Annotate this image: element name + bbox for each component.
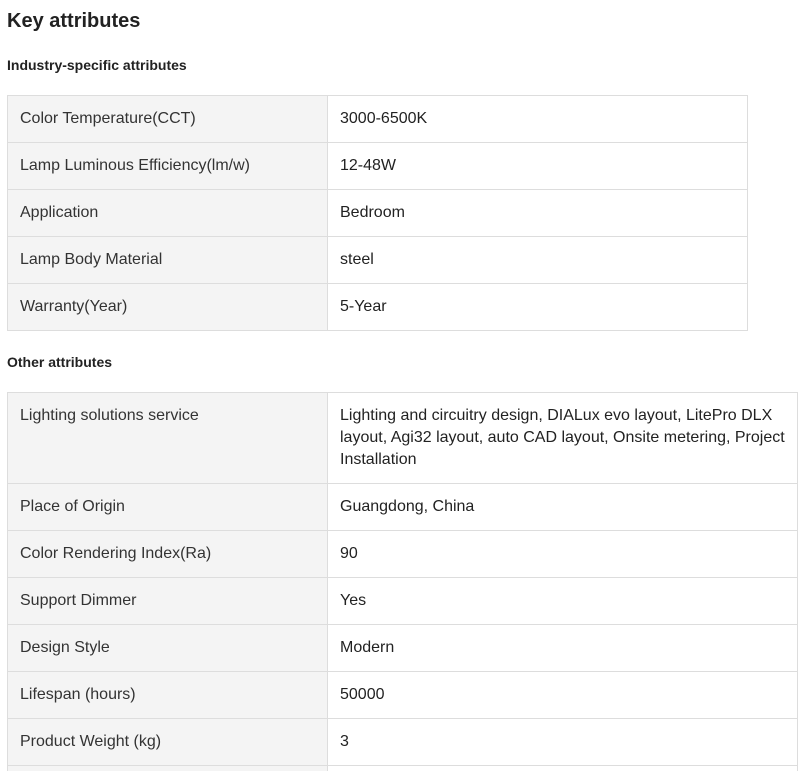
industry-attributes-table bbox=[7, 95, 748, 331]
table-row bbox=[8, 719, 798, 766]
table-row bbox=[8, 625, 798, 672]
attribute-value: 3 bbox=[328, 719, 798, 766]
attribute-value: 90 bbox=[328, 531, 798, 578]
attribute-key: Place of Origin bbox=[8, 484, 328, 531]
attribute-value: Lighting and circuitry design, DIALux evo layout, LitePro DLX layout, Agi32 layout, auto CAD layout, Onsite metering, Project Installation bbox=[328, 393, 798, 484]
attribute-value: 3000-6500K bbox=[328, 96, 748, 143]
attribute-value: 5-Year bbox=[328, 284, 748, 331]
other-attributes-table bbox=[7, 392, 798, 771]
attribute-value: steel bbox=[328, 237, 748, 284]
attribute-key: Support Dimmer bbox=[8, 578, 328, 625]
table-row bbox=[8, 393, 798, 484]
attribute-key: Color Rendering Index(Ra) bbox=[8, 531, 328, 578]
table-row bbox=[8, 143, 748, 190]
table-row bbox=[8, 237, 748, 284]
page-title: Key attributes bbox=[7, 10, 141, 32]
attribute-key: Lifespan (hours) bbox=[8, 672, 328, 719]
attribute-key: Lighting solutions service bbox=[8, 393, 328, 484]
attribute-value: 50000 bbox=[328, 672, 798, 719]
table-row bbox=[8, 96, 748, 143]
table-row bbox=[8, 672, 798, 719]
attribute-key: Application bbox=[8, 190, 328, 237]
attribute-key: Design Style bbox=[8, 625, 328, 672]
attribute-value: Guangdong, China bbox=[328, 484, 798, 531]
table-row bbox=[8, 284, 748, 331]
attribute-key: Color Temperature(CCT) bbox=[8, 96, 328, 143]
attribute-key: Lamp Luminous Efficiency(lm/w) bbox=[8, 143, 328, 190]
attribute-value: Bedroom bbox=[328, 190, 748, 237]
attribute-key: Warranty(Year) bbox=[8, 284, 328, 331]
attribute-key: Lamp Body Material bbox=[8, 237, 328, 284]
attribute-value: Modern bbox=[328, 625, 798, 672]
table-row bbox=[8, 531, 798, 578]
table-row bbox=[8, 766, 798, 771]
attribute-value: 12-48W bbox=[328, 143, 748, 190]
table-row bbox=[8, 578, 798, 625]
attribute-value bbox=[328, 766, 798, 771]
industry-section-heading: Industry-specific attributes bbox=[7, 57, 187, 73]
table-row bbox=[8, 484, 798, 531]
attribute-key bbox=[8, 766, 328, 771]
attribute-key: Product Weight (kg) bbox=[8, 719, 328, 766]
other-section-heading: Other attributes bbox=[7, 354, 113, 370]
table-row bbox=[8, 190, 748, 237]
attribute-value: Yes bbox=[328, 578, 798, 625]
